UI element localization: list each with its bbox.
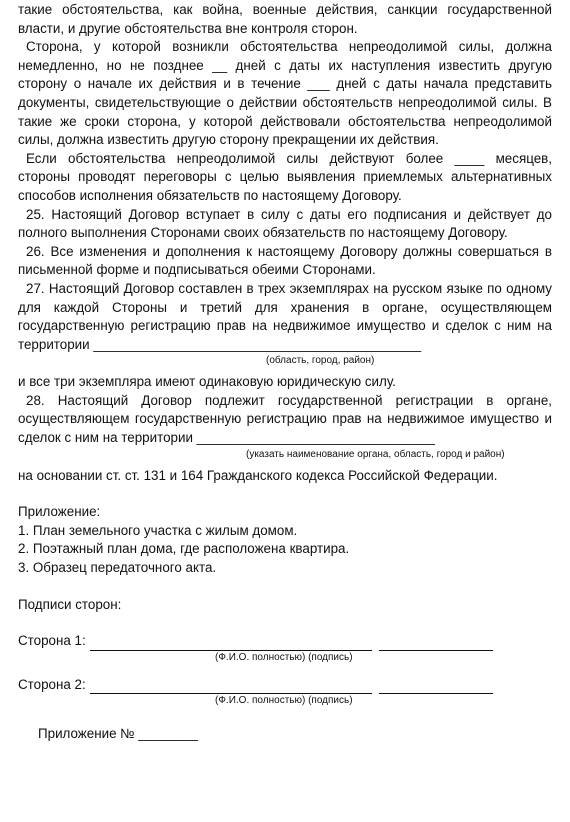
signature-line-party-2 [18, 676, 552, 695]
clause-27-tail: и все три экземпляра имеют одинаковую юридическую силу. [18, 374, 396, 390]
force-majeure-notice: Сторона, у которой возникли обстоятельства непреодолимой силы, должна немедленно, но не позднее __ дней с даты их наступления известить другую сторону о начале их действия и в течение ___ дней с даты начала представить документы, свидетельствующие о действии обстоятельств непреодолимой силы. В такие же сроки сторона, у которой действовали обстоятельства непреодолимой силы, должна известить другую сторону прекращении их действия. [18, 39, 552, 148]
clause-26: 26. Все изменения и дополнения к настоящему Договору должны совершаться в письменной форме и подписываться обеими Сторонами. [18, 243, 552, 278]
clause-25: 25. Настоящий Договор вступает в силу с даты его подписания и действует до полного выполнения Сторонами своих обязательств по настоящему Договору. [18, 206, 552, 241]
annex-item: 2. Поэтажный план дома, где расположена квартира. [18, 541, 350, 557]
party-2-label: Сторона 2: [18, 676, 86, 692]
annex-heading: Приложение: [18, 504, 101, 520]
party-1-name-field[interactable] [90, 637, 372, 651]
party-2-signature-field[interactable] [379, 680, 493, 694]
clause-28-authority-caption: (указать наименование органа, область, город и район) [246, 448, 505, 460]
signature-line-party-1 [18, 632, 552, 651]
force-majeure-examples: такие обстоятельства, как война, военные действия, санкции государственной власти, и другие обстоятельства вне контроля сторон. [18, 2, 552, 36]
annex-list [18, 503, 552, 577]
party-1-caption: (Ф.И.О. полностью) (подпись) [215, 651, 353, 663]
clause-27: 27. Настоящий Договор составлен в трех экземплярах на русском языке по одному для каждой Стороны и третий для хранения в органе, осуществляющем государственную регистрацию прав на недвижимое имущество и сделок с ним на территории ____________________________________________ [18, 280, 552, 352]
party-2-caption: (Ф.И.О. полностью) (подпись) [215, 695, 353, 707]
clause-28: 28. Настоящий Договор подлежит государственной регистрации в органе, осуществляющем государственную регистрацию прав на недвижимое имущество и сделок с ним на территории ________________________________ [18, 392, 552, 446]
clause-28-tail: на основании ст. ст. 131 и 164 Гражданского кодекса Российской Федерации. [18, 467, 498, 483]
party-1-signature-field[interactable] [379, 637, 493, 651]
signatures-heading: Подписи сторон: [18, 596, 122, 612]
party-1-label: Сторона 1: [18, 633, 86, 649]
annex-item: 3. Образец передаточного акта. [18, 560, 217, 576]
clause-27-territory-caption: (область, город, район) [266, 355, 375, 367]
annex-item: 1. План земельного участка с жилым домом. [18, 522, 298, 538]
party-2-name-field[interactable] [90, 680, 372, 694]
force-majeure-negotiation: Если обстоятельства непреодолимой силы действуют более ____ месяцев, стороны проводят переговоры с целью выявления приемлемых альтернативных способов исполнения обязательств по настоящему Договору. [18, 150, 552, 203]
annex-number: Приложение № ________ [38, 726, 198, 742]
